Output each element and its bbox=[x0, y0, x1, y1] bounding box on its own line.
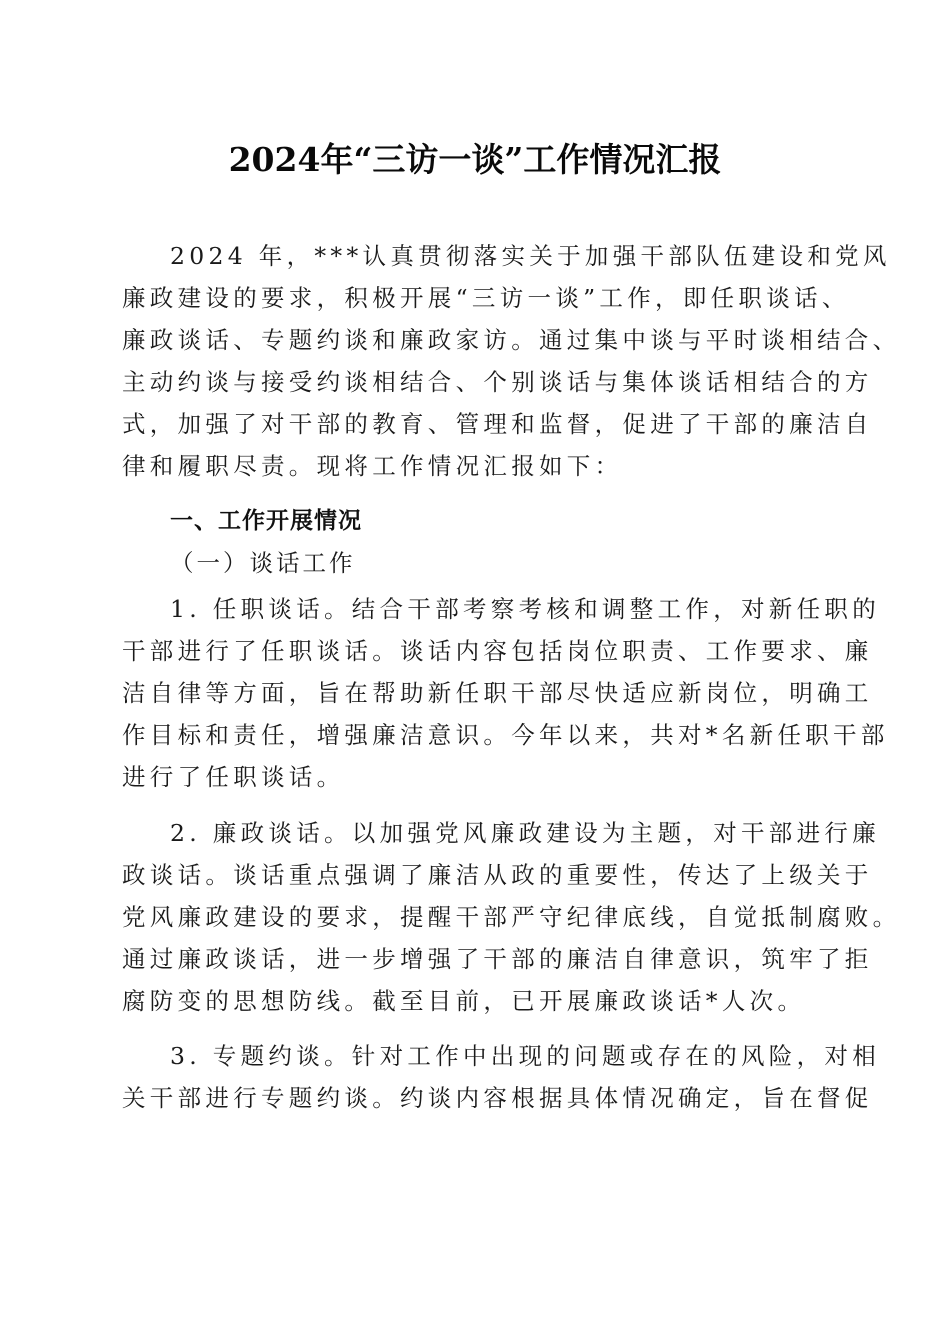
paragraph-line: 廉政建设的要求，积极开展“三访一谈”工作，即任职谈话、 bbox=[122, 284, 850, 312]
intro-paragraph bbox=[122, 235, 901, 487]
paragraph-line: 式，加强了对干部的教育、管理和监督，促进了干部的廉洁自 bbox=[122, 410, 873, 438]
paragraph-line: 政谈话。谈话重点强调了廉洁从政的重要性，传达了上级关于 bbox=[122, 861, 873, 889]
paragraph-line: 主动约谈与接受约谈相结合、个别谈话与集体谈话相结合的方 bbox=[122, 368, 873, 396]
document-title: 2024年“三访一谈”工作情况汇报 bbox=[228, 140, 722, 179]
paragraph-line: 党风廉政建设的要求，提醒干部严守纪律底线，自觉抵制腐败。 bbox=[122, 903, 901, 931]
paragraph-line: 2024 年，***认真贯彻落实关于加强干部队伍建设和党风 bbox=[170, 242, 891, 270]
paragraph-line: 律和履职尽责。现将工作情况汇报如下： bbox=[122, 452, 623, 480]
item-1-paragraph bbox=[122, 588, 889, 798]
item-2-paragraph bbox=[122, 812, 901, 1022]
paragraph-line: 关干部进行专题约谈。约谈内容根据具体情况确定，旨在督促 bbox=[122, 1084, 873, 1112]
paragraph-line: 1. 任职谈话。结合干部考察考核和调整工作，对新任职的 bbox=[170, 595, 880, 623]
subsection-heading: （一）谈话工作 bbox=[170, 549, 356, 577]
paragraph-line: 干部进行了任职谈话。谈话内容包括岗位职责、工作要求、廉 bbox=[122, 637, 873, 665]
item-3-paragraph bbox=[122, 1035, 880, 1119]
section-heading: 一、工作开展情况 bbox=[170, 508, 362, 534]
paragraph-line: 洁自律等方面，旨在帮助新任职干部尽快适应新岗位，明确工 bbox=[122, 679, 873, 707]
paragraph-line: 3. 专题约谈。针对工作中出现的问题或存在的风险，对相 bbox=[170, 1042, 880, 1070]
paragraph-line: 廉政谈话、专题约谈和廉政家访。通过集中谈与平时谈相结合、 bbox=[122, 326, 901, 354]
paragraph-line: 2. 廉政谈话。以加强党风廉政建设为主题，对干部进行廉 bbox=[170, 819, 880, 847]
section-1 bbox=[122, 500, 842, 584]
paragraph-line: 腐防变的思想防线。截至目前，已开展廉政谈话*人次。 bbox=[122, 987, 806, 1015]
paragraph-line: 通过廉政谈话，进一步增强了干部的廉洁自律意识，筑牢了拒 bbox=[122, 945, 873, 973]
paragraph-line: 作目标和责任，增强廉洁意识。今年以来，共对*名新任职干部 bbox=[122, 721, 889, 749]
paragraph-line: 进行了任职谈话。 bbox=[122, 763, 345, 791]
